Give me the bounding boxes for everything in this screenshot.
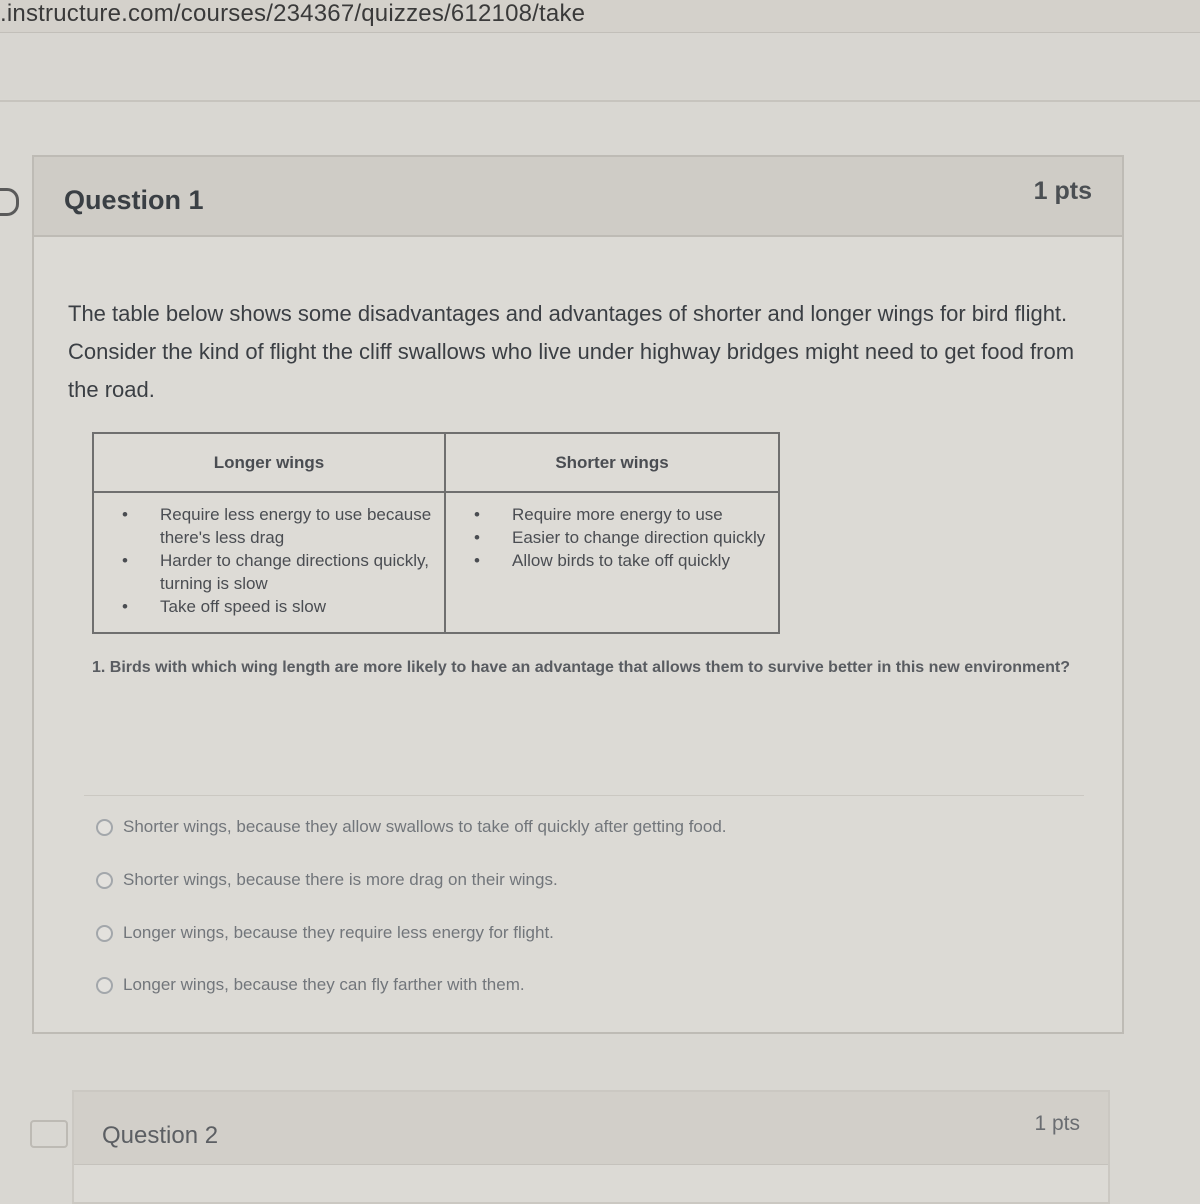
header-shorter-wings: Shorter wings [445, 433, 779, 492]
radio-button[interactable] [96, 819, 113, 836]
list-item: • Allow birds to take off quickly [512, 549, 770, 572]
flag-question-icon[interactable] [30, 1120, 68, 1148]
longer-wings-cell [93, 492, 445, 633]
list-item: • Take off speed is slow [160, 595, 436, 618]
divider [0, 100, 1200, 102]
list-item: • Require less energy to use because there's less drag [160, 503, 436, 549]
question-card [72, 1090, 1110, 1204]
radio-button[interactable] [96, 977, 113, 994]
question-title: Question 2 [102, 1122, 219, 1149]
list-item: • Easier to change direction quickly [512, 526, 770, 549]
url-text[interactable]: .instructure.com/courses/234367/quizzes/612108/take [0, 0, 586, 27]
answer-option-4[interactable] [96, 975, 525, 995]
page-top-area [0, 33, 1200, 99]
answer-option-1[interactable] [96, 817, 727, 837]
question-prompt: The table below shows some disadvantages and advantages of shorter and longer wings for bird flight. Consider the kind of flight the cliff swallows who live under highway bridges might need to get food from the road. [68, 301, 1075, 402]
question-header [74, 1092, 1108, 1165]
flag-question-icon[interactable] [0, 188, 19, 216]
question-points: 1 pts [1034, 1112, 1080, 1135]
list-item: • Require more energy to use [512, 503, 770, 526]
answer-label[interactable]: Longer wings, because they require less energy for flight. [123, 923, 554, 942]
list-item: • Harder to change directions quickly, turning is slow [160, 549, 436, 595]
radio-button[interactable] [96, 872, 113, 889]
browser-address-bar[interactable] [0, 0, 1200, 33]
shorter-wings-cell [445, 492, 779, 633]
answer-label[interactable]: Shorter wings, because there is more drag on their wings. [123, 870, 558, 889]
question-card [32, 155, 1124, 1034]
answer-option-2[interactable] [96, 870, 558, 890]
header-longer-wings: Longer wings [93, 433, 445, 492]
wings-table [92, 432, 780, 634]
question-points: 1 pts [1033, 177, 1092, 205]
answer-label[interactable]: Shorter wings, because they allow swallows to take off quickly after getting food. [123, 817, 727, 836]
sub-question: 1. Birds with which wing length are more likely to have an advantage that allows them to survive better in this new environment? [92, 659, 1070, 676]
answer-label[interactable]: Longer wings, because they can fly farther with them. [123, 975, 525, 994]
question-title: Question 1 [64, 185, 204, 215]
answers-divider [84, 795, 1084, 796]
question-header [34, 157, 1122, 237]
answer-option-3[interactable] [96, 923, 554, 943]
radio-button[interactable] [96, 925, 113, 942]
